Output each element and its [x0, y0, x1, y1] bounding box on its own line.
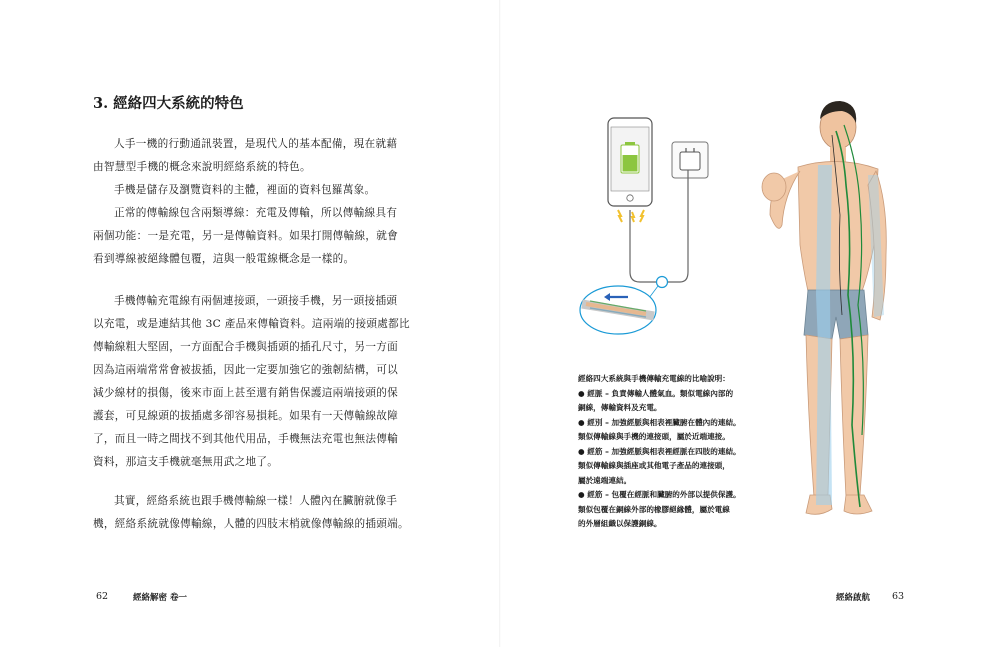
battery-level — [623, 155, 638, 172]
paragraph-4 — [93, 290, 419, 474]
caption-line: ● 經別 – 加強經脈與相表裡臟腑在體內的連結。 — [578, 417, 741, 427]
running-title-right: 經絡啟航 — [836, 593, 871, 603]
right-foot — [844, 495, 872, 514]
running-title-left: 經絡解密 卷一 — [133, 593, 187, 603]
text-line: 其實，經絡系統也跟手機傳輸線一樣！人體內在臟腑就像手 — [114, 495, 398, 507]
paragraph-1 — [93, 133, 419, 179]
spark-icon — [632, 212, 634, 222]
text-line: 護套，可見線頭的拔插處多卻容易損耗。如果有一天傳輸線故障 — [93, 410, 399, 422]
text-line: 手機是儲存及瀏覽資料的主體，裡面的資料包羅萬象。 — [114, 184, 376, 196]
battery-cap — [625, 142, 635, 145]
page-number-right: 63 — [892, 591, 905, 602]
paragraph-2 — [93, 179, 419, 202]
right-leg — [840, 335, 868, 497]
caption-line: ● 經脈 – 負責傳輸人體氣血。類似電線內部的 — [578, 388, 734, 398]
book-gutter — [499, 0, 501, 647]
paragraph-5 — [93, 490, 419, 536]
text-line: 了，而且一時之間找不到其他代用品，手機無法充電也無法傳輸 — [93, 433, 399, 445]
caption-line: ● 經筋 – 加強經脈與相表裡經脈在四肢的連結。 — [578, 446, 741, 456]
text-line: 手機傳輸充電線有兩個連接頭，一頭接手機，另一頭接插頭 — [114, 295, 398, 307]
text-line: 由智慧型手機的概念來說明經絡系統的特色。 — [93, 161, 311, 173]
text-line: 機，經絡系統就像傳輸線，人體的四肢末梢就像傳輸線的插頭端。 — [93, 518, 409, 530]
text-line: 兩個功能：一是充電，另一是傳輸資料。如果打開傳輸線，就會 — [93, 230, 399, 242]
cable-cross-section-illustration — [576, 282, 666, 338]
text-line: 看到導線被絕緣體包覆，這與一般電線概念是一樣的。 — [93, 253, 355, 265]
illustration-caption — [578, 372, 778, 532]
paragraph-3 — [93, 202, 419, 271]
torso — [798, 161, 878, 300]
caption-line: 的外層組織以保護銅線。 — [578, 519, 662, 528]
caption-line: 類似傳輸線與手機的連接頭，屬於近端連接。 — [578, 432, 730, 441]
caption-line: 屬於遠端連結。 — [578, 475, 632, 485]
text-line: 因為這兩端常常會被拔插，因此一定要加強它的強韌結構，可以 — [93, 364, 399, 376]
fist — [762, 173, 786, 201]
meridian-blue-band — [816, 165, 832, 505]
text-line: 資料，那這支手機就毫無用武之地了。 — [93, 456, 279, 468]
text-line: 正常的傳輸線包含兩類導線：充電及傳輸，所以傳輸線具有 — [114, 207, 398, 219]
caption-line: ● 經筋 – 包覆在經脈和臟腑的外部以提供保護。 — [578, 490, 741, 499]
spark-icon — [618, 210, 622, 222]
section-heading: 3. 經絡四大系統的特色 — [93, 95, 244, 112]
caption-line: 經絡四大系統與手機傳輸充電線的比喻說明： — [578, 374, 730, 383]
caption-line: 類似傳輸線與插座或其他電子產品的連接頭， — [578, 461, 730, 470]
caption-line: 類似包覆在銅線外部的橡膠絕緣體，屬於電線 — [578, 504, 730, 514]
spark-icon — [640, 210, 644, 222]
charger-plug — [680, 152, 700, 170]
page-number-left: 62 — [96, 591, 109, 602]
text-line: 人手一機的行動通訊裝置，是現代人的基本配備，現在就藉 — [114, 138, 398, 150]
text-line: 以充電，或是連結其他 3C 產品來傳輸資料。這兩端的接頭處都比 — [93, 318, 410, 330]
text-line: 減少線材的損傷，後來市面上甚至還有銷售保護這兩端接頭的保 — [93, 387, 399, 399]
caption-line: 銅線，傳輸資料及充電。 — [578, 403, 662, 412]
text-line: 傳輸線粗大堅固，一方面配合手機與插頭的插孔尺寸，另一方面 — [93, 341, 399, 353]
